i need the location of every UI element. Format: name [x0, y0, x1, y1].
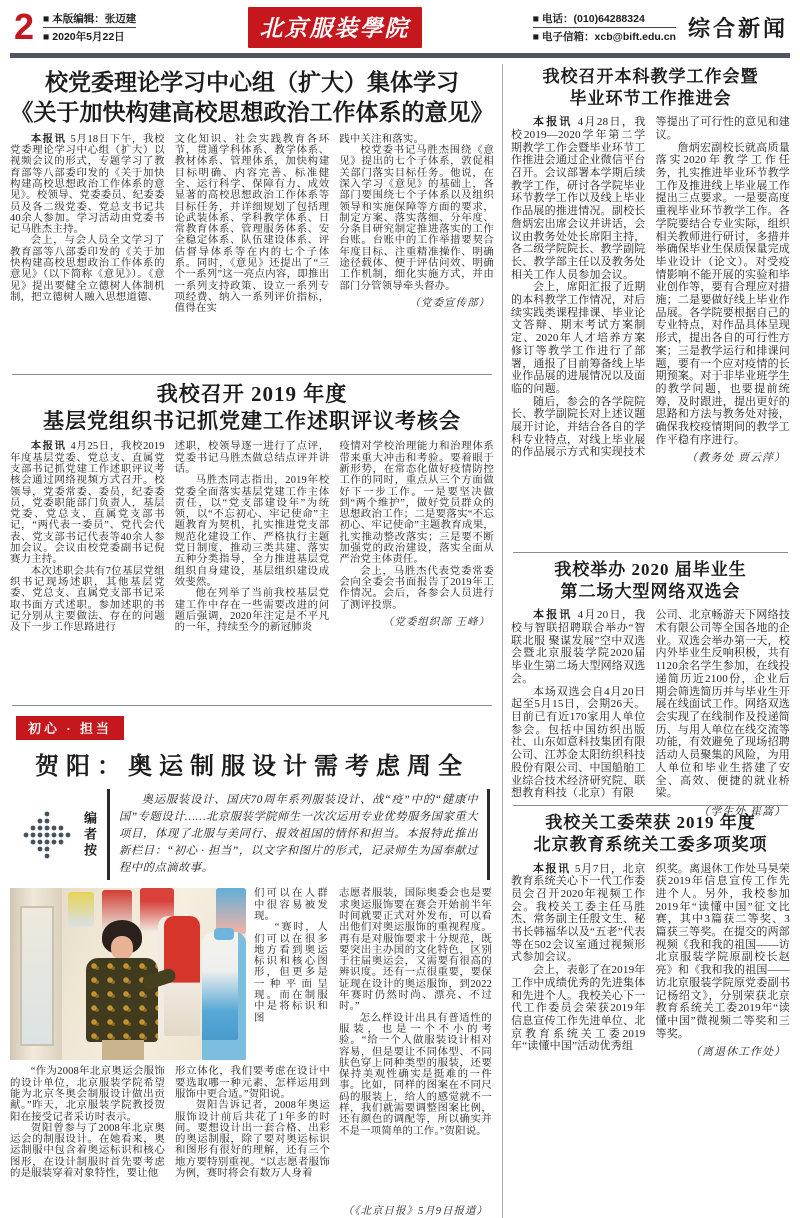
byline: （教务处 贾云萍） [686, 452, 786, 465]
hero-headline: 贺阳：奥运制服设计需考虑周全 [35, 754, 469, 781]
paragraph: 等提出了可行性的意见和建议。 [655, 116, 790, 141]
photo-mannequin-blue [202, 932, 246, 1060]
headline [511, 559, 790, 603]
paragraph: 他在列举了当前我校基层党建工作中存在一些需要改进的问题后强调，2020年注定是不平凡的一年，持续至今的新冠肺炎 [174, 588, 330, 634]
column-2 [175, 441, 330, 697]
paragraph: 本场双选会自4月20日起至5月15日，会期26天。目前已有近170家用人单位参会。包括中国纺织出版社、山东如意科技集团有限公司、江苏金太阳纺织科技股份有限公司、中国船舶工业综合技术经济研究院、联想教育科技（北京）有限 [511, 685, 646, 800]
paragraph: 们可以在人群中很容易被发现。 [254, 888, 328, 922]
hero-column-2 [175, 1066, 330, 1218]
photo-woman-jacket [86, 958, 158, 1042]
phone-line: ■ 电话：(010)64288324 [533, 11, 676, 28]
paragraph: 本报讯 4月25日，我校2019年度基层党委、党总支、直属党支部书记抓党建工作述职评议考核会通过网络视频方式召开。校领导，党委常委、委员，纪委委员，党委职能部门负责人，基层党委、党总支、直属党支部书记，“两代表一委员”、党代会代表、党支部书记代表等40余人参加会议。会议由校党委副书记倪赛力主持。 [10, 441, 165, 566]
byline: （党委组织部 王峰） [382, 616, 491, 628]
email-line: ■ 电子信箱：xcb@bift.edu.cn [532, 30, 676, 43]
paragraph: 志愿者服装，国际奥委会也是要求奥运服饰要在赛会开始前半年时间就要正式对外发布，可以看出他们对奥运服饰的重视程度。再有是对服饰要求十分规范，既要突出主办国的文化特色，区别于往届奥运会，又需要有很高的辨识度。还有一点很重要，要保证现在设计的奥运服饰，到2022年赛时仍然时尚、漂亮、不过时。” [339, 888, 492, 1013]
column-b-text [656, 609, 791, 800]
hero-photo-row [10, 888, 330, 1060]
paragraph: 詹炳宏副校长就高质量落实2020年教学工作任务，扎实推进毕业环节教学工作及推进线上毕业展工作提出三点要求。一是要高度重视毕业环节教学工作。各学院要结合专业实际，组织相关教师进行研讨，多措并举确保毕业生保质保量完成毕业设计（论文）。对受疫情影响不能开展的实验和毕业创作等，要有合理应对措施；二是要做好线上毕业作品展。各学院要根据自己的专业特点，对作品具体呈现形式，提出各自的可行性方案；三是教学运行和排课问题，要有一个应对疫情的长期预案。对于非毕业班学生的教学问题，也要提前统筹，及时跟进，提出更好的思路和方法与教务处对接，确保我校疫情期间的教学工作平稳有序进行。 [655, 141, 790, 446]
byline: （党委宣传部） [409, 297, 491, 309]
paragraph: 奥运服装设计、国庆70周年系列服装设计、战“疫”中的“健康中国”专题设计……北京服装学院师生一次次运用专业优势服务国家重大项目，体现了北服与美同行、报效祖国的情怀和担当。本报特此推出新栏目：“初心 · 担当”，以文字和图片的形式，记录师生为国奉献过程中的点滴故事。 [119, 794, 478, 875]
date-line: ■ 2020年5月22日 [43, 30, 125, 43]
paragraph: 织奖。离退休工作处马昊荣获2019年信息宣传工作先进个人。另外，我校参加2019年“读懂中国”征文比赛，其中3篇获二等奖、3篇获三等奖。在提交的两部视频《我和我的祖国——访北京服装学院原副校长赵亮》和《我和我的祖国——访北京服装学院原党委副书记杨绍文》，分别荣获北京教育系统关工委2019年“读懂中国”微视频二等奖和三等奖。 [655, 862, 790, 1040]
column-b [656, 863, 791, 1145]
column-a [511, 116, 646, 544]
byline: （《北京日报》5月9日报道） [342, 1206, 488, 1218]
paragraph: “赛时，人们可以在很多地方看到奥运标识和核心图形，但更多是一种平面呈现。而在制服中是将标识和图 [254, 922, 328, 1024]
headline [511, 66, 790, 110]
paragraph: 文化知识、社会实践教育各环节，贯通学科体系、教学体系、教材体系、管理体系，加快构建目标明确、内容完善、标准健全、运行科学、保障有力、成效显著的高校思想政治工作体系等目标任务，并详细规划了包括理论武装体系、学科教学体系、日常教育体系、管理服务体系、安全稳定体系、队伍建设体系、评估督导体系等在内的七个子体系。同时，《意见》还提出了“三个一系列”这一亮点内容，即推出一系列支持政策、设立一系列专项经费、纳入一系列评价指标，值得在实 [174, 133, 330, 315]
headline-line-2: 《关于加快构建高校思想政治工作体系的意见》 [10, 99, 494, 125]
paragraph: 贺阳告诉记者，2008年奥运服饰设计前后共花了1年多的时间。要想设计出一套合格、出彩的奥运制服，除了要对奥运标识和图形有很好的理解，还有三个地方要特别重视。“以志愿者服饰为例，赛时将会有数万人身着 [175, 1100, 330, 1180]
editor-note-label: 编者按 [82, 810, 97, 859]
paragraph: 述职，校领导逐一进行了点评，党委书记马胜杰做总结点评并讲话。 [174, 441, 330, 475]
photo-woman-pants [102, 1040, 144, 1060]
article-columns [511, 863, 790, 1145]
paragraph: 随后，参会的各学院院长、教学副院长对上述议题展开讨论，并结合各自的学科专业特点，对线上毕业展的作品展示方式和实现技术 [511, 395, 646, 459]
page-header [0, 0, 800, 50]
headline [511, 812, 790, 856]
hero-column-3-text [339, 888, 492, 1200]
paragraph: 马胜杰同志指出，2019年校党委全面落实基层党建工作主体责任，以“党支部建设年”为统领，以“不忘初心、牢记使命”主题教育为契机，扎实推进党支部规范化建设工作、严格执行主题党日制度，推动三类共建、落实五种分类指导，全力推进基层党组织自身建设，基层组织建设成效斐然。 [174, 475, 330, 588]
paragraph: 形立体化，我们要考虑在设计中要选取哪一种元素、怎样运用到服饰中更合适。”贺阳说。 [175, 1066, 330, 1100]
photo-mannequin-collar [214, 928, 234, 940]
article-party-review [10, 381, 494, 698]
photo-uniform-yellow [68, 892, 94, 926]
column-a [511, 863, 646, 1145]
hero-column-3 [339, 888, 492, 1218]
article-care-committee-awards [511, 812, 790, 1144]
column-1 [10, 441, 165, 697]
hero-below-photo [10, 1066, 330, 1218]
paragraph: 践中关注和落实。 [339, 133, 425, 145]
headline-line-2: 北京教育系统关工委多项奖项 [533, 835, 768, 855]
article-columns [10, 441, 494, 697]
paragraph: 本报讯 5月18日下午，我校党委理论学习中心组（扩大）以视频会议的形式，专题学习了教育部等八部委印发的《关于加快构建高校思想政治工作体系的意见》。校领导、党委委员、纪委委员及各二级党委、党总支书记共40余人参加。学习活动由党委书记马胜杰主持。 [10, 133, 165, 236]
photo-he-yang-exhibit [10, 888, 246, 1060]
editor-line: ■ 本版编辑：张迈建 [43, 11, 136, 28]
photo-woman-face [111, 936, 133, 960]
paragraph: 会上，马胜杰代表党委常委会向全委会书面报告了2019年工作情况。会后，各参会人员进行了测评投票。 [339, 565, 495, 611]
paragraph: 公司、北京畅游天下网络技术有限公司等全国各地的企业。双选会举办第一天，校内外毕业生反响积极，共有1120余名学生参加，在线投递简历近2100份，企业后期会筛选简历并与毕业生开展在线面试工作。网络双选会实现了在线制作及投递简历、与用人单位在线交流等功能，有效避免了现场招聘活动人员聚集的风险，为用人单位和毕业生搭建了安全、高效、便捷的就业桥梁。 [655, 609, 790, 800]
byline: （学生处 崔嵩） [698, 805, 786, 818]
headline-line-1: 我校举办 2020 届毕业生 [554, 560, 747, 580]
column-3-text [339, 134, 494, 292]
paragraph: 疫情对学校治理能力和治理体系带来重大冲击和考验。要着眼于新形势，在常态化做好疫情防控工作的同时，重点从三个方面做好下一步工作。一是要坚决做到“两个维护”，做好党员群众的思想政治工作；二是要落实“不忘初心、牢记使命”主题教育成果，扎实推动整改落实；三是要不断加强党的政治建设，落实全面从严治党主体责任。 [339, 441, 495, 566]
paragraph: 会上，席阳汇报了近期的本科教学工作情况，对后续实践类课程排课、毕业论文答辩、期末考试方案制定、2020年人才培养方案修订等教学工作进行了部署，通报了目前筹备线上毕业作品展的进展情况以及面临的问题。 [511, 281, 646, 395]
hero-narrow-column [254, 888, 328, 1060]
article-separator [513, 552, 788, 553]
page-number: 2 [14, 5, 35, 47]
headline-line-1: 我校召开 2019 年度 [156, 381, 348, 406]
right-region [511, 62, 790, 1218]
byline: （离退休工作处） [690, 1046, 786, 1059]
article-columns [511, 609, 790, 818]
editor-note [18, 789, 490, 880]
column-b-text [656, 116, 791, 446]
paragraph: 怎么样设计出具有普适性的服装，也是一个不小的考验。“给一个人做服装设计相对容易，但是要让不同体型、不同肤色穿上同种类型的服装，还要保持美观性确实是挺难的一件事。比如，同样的图案在不同尺码的服装上，给人的感觉就不一样，我们就需要调整图案比例，还有颜色的调配等，所以确实并不是一项简单的工作。”贺阳说。 [339, 1012, 492, 1137]
paragraph: 本次述职会共有7位基层党组织书记现场述职，其他基层党委、党总支、直属党支部书记采取书面方式述职。参加述职的书记分别从主要做法、存在的问题及下一步工作思路进行 [10, 565, 165, 634]
section-name: 综合新闻 [687, 15, 788, 41]
headline-line-1: 我校关工委荣获 2019 年度 [545, 813, 756, 833]
editor-info [43, 11, 136, 44]
hero-left [10, 888, 330, 1218]
main-content [0, 58, 800, 1218]
column-b-text [656, 863, 791, 1041]
paragraph: 本报讯 5月7日，北京教育系统关心下一代工作委员会召开2020年视频工作会。我校关工委主任马胜杰、常务副主任殷文生、秘书长韩福华以及“五老”代表等在502会议室通过视频形式参加会议。 [511, 862, 646, 964]
paragraph: 本报讯 4月20日，我校与智联招聘联合举办“智联北服 聚谋发展”空中双选会暨北京服装学院2020届毕业生第二场大型网络双选会。 [511, 609, 646, 685]
column-3-text [339, 441, 494, 610]
headline-line-1: 我校召开本科教学工作会暨 [542, 67, 759, 86]
article-separator [12, 705, 492, 706]
paragraph: “作为2008年北京奥运会服饰的设计单位，北京服装学院希望能为北京冬奥会制服设计做出贡献。”昨天，北京服装学院教授贺阳在接受记者采访时表示。 [10, 1066, 165, 1123]
article-job-fair [511, 559, 790, 818]
column-1 [10, 134, 165, 366]
column-a [511, 609, 646, 800]
column-b [656, 116, 791, 544]
masthead-logo: 北京服装學院 [248, 7, 422, 48]
headline [10, 68, 494, 128]
article-columns [10, 134, 494, 366]
paragraph: 本报讯 4月28日，我校2019—2020学年第二学期教学工作会暨毕业环节工作推进会通过企业微信平台召开。会议部署本学期后续教学工作，研讨各学院毕业环节教学工作以及线上毕业作品展的推进情况。副校长詹炳宏出席会议并讲话，会议由教务处处长席阳主持，各二级学院院长、教学副院长、教学部主任以及教务处相关工作人员参加会议。 [511, 116, 646, 281]
column-b [655, 609, 791, 818]
headline-line-2: 第二场大型网络双选会 [560, 582, 741, 602]
article-teaching-meeting [511, 66, 790, 544]
hero-body [10, 888, 494, 1218]
contact-info [533, 11, 676, 44]
headline-line-2: 基层党组织书记抓党建工作述职评议考核会 [43, 409, 461, 434]
column-2 [175, 134, 330, 366]
column-3 [339, 134, 494, 366]
paragraph: 校党委书记马胜杰围绕《意见》提出的七个子体系，敦促相关部门落实目标任务。他说，在深入学习《意见》的基础上，各部门要围绕七个子体系以及组织领导和实施保障等方面的要求，制定方案、落实落细、分年度、分条目研究制定推进落实的工作台账。台账中的工作举措要契合年度目标、注重精准操作、明确途径载体、便于评估问效、明确工作机制，细化实施方式，并由部门分管领导牵头督办。 [339, 145, 495, 292]
column-3 [339, 441, 494, 697]
editor-note-text [107, 789, 490, 880]
article-separator [12, 374, 492, 375]
left-region [10, 62, 494, 1218]
photo-glass-panel [20, 906, 54, 1046]
article-theory-study [10, 68, 494, 366]
article-olympic-uniform [10, 712, 494, 1218]
headline-line-2: 毕业环节工作推进会 [569, 89, 732, 109]
column-badge: 初心 · 担当 [16, 716, 124, 740]
vertical-divider [502, 64, 503, 1218]
paragraph: 会上，表彰了在2019年工作中成绩优秀的先进集体和先进个人。我校关心下一代工作委员会荣获2019年信息宣传工作先进单位、北京教育系统关工委2019年“读懂中国”活动优秀组 [511, 964, 646, 1053]
hero-column-1 [10, 1066, 165, 1218]
paragraph: 会上，与会人员全文学习了教育部等八部委印发的《关于加快构建高校思想政治工作体系的意见》（以下简称《意见》）。《意见》提出要健全立德树人体制机制，把立德树人融入思想道德、 [10, 235, 165, 303]
dotted-arrow-icon [18, 807, 76, 863]
paragraph: 贺阳曾参与了2008年北京奥运会的制服设计。在她看来，奥运制服中包含着奥运标识和核心图形，在设计制服时首先要考虑的是服装穿着对象特性，要让他 [10, 1122, 165, 1180]
headline [10, 381, 494, 436]
headline-line-1: 校党委理论学习中心组（扩大）集体学习 [45, 70, 459, 95]
article-columns [511, 116, 790, 544]
